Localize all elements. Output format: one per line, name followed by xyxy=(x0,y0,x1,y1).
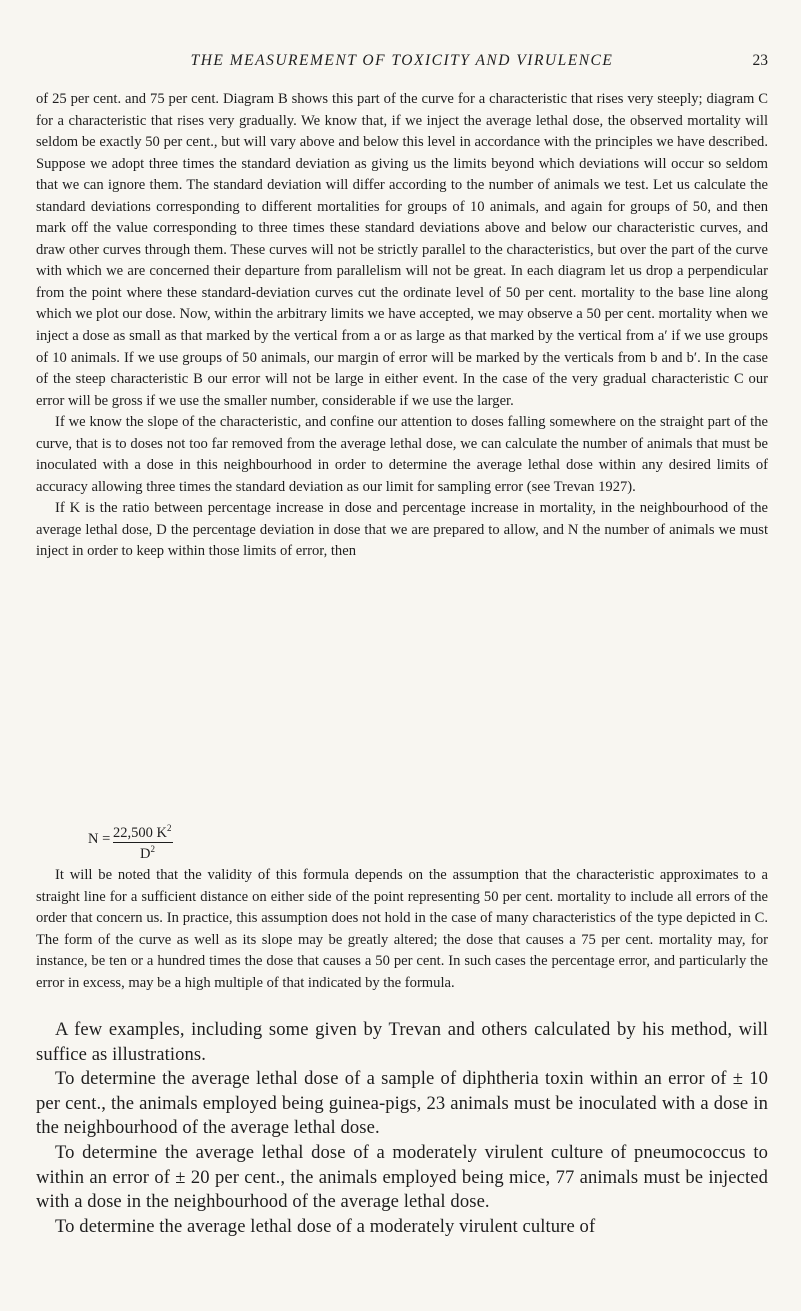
paragraph: A few examples, including some given by Trevan and others calculated by his method, will suffice as illustrations. xyxy=(36,1019,768,1065)
running-head xyxy=(36,52,768,72)
paragraph: If we know the slope of the characteristic, and confine our attention to doses falling somewhere on the straight part of the curve, that is to doses not too far removed from the average lethal dose, we can calculate the number of animals that must be inoculated with a dose in this neighbourhood in order to determine the average lethal dose within any desired limits of accuracy allowing three times the standard deviation as our limit for sampling error (see Trevan 1927). xyxy=(36,414,768,495)
paragraph: of 25 per cent. and 75 per cent. Diagram B shows this part of the curve for a characteristic that rises very steeply; diagram C for a characteristic that rises very gradually. We know that, if we inject the average lethal dose, the observed mortality will seldom be exactly 50 per cent., but will vary above and below this level in accordance with the principles we have described. Suppose we adopt three times the standard deviation as giving us the limits beyond which deviations will occur so seldom that we can ignore them. The standard deviation will differ according to the number of animals we test. Let us calculate the standard deviations corresponding to different mortalities for groups of 10 animals, and again for groups of 50, and then mark off the value corresponding to three times these standard deviations above and below our characteristic curves, and draw other curves through them. These curves will not be strictly parallel to the characteristics, but over the part of the curve with which we are concerned their departure from parallelism will not be great. In each diagram let us drop a perpendicular from the point where these standard-deviation curves cut the ordinate level of 50 per cent. mortality to the base line along which we plot our dose. Now, within the arbitrary limits we have accepted, we may observe a 50 per cent. mortality when we inject a dose as small as that marked by the vertical from a or as large as that marked by the vertical from a′ if we use groups of 10 animals. If we use groups of 50 animals, our margin of error will be marked by the verticals from b and b′. In the case of the steep characteristic B our error will not be large in either event. In the case of the very gradual characteristic C our error will be gross if we use the smaller number, considerable if we use the larger. xyxy=(36,91,768,409)
body-text-large xyxy=(36,1018,768,1239)
paragraph: If K is the ratio between percentage increase in dose and percentage increase in mortality, in the neighbourhood of the average lethal dose, D the percentage deviation in dose that we are prepared to allow, and N the number of animals we must inject in order to keep within those limits of error, then xyxy=(36,500,768,560)
formula-numerator: 22,500 $K^2$ xyxy=(113,820,173,843)
paragraph: It will be noted that the validity of this formula depends on the assumption that the characteristic approximates to a straight line for a sufficient distance on either side of the point representing 50 per cent. mortality to include all errors of the order that concern us. In practice, this assumption does not hold in the case of many characteristics of the type depicted in C. The form of the curve as well as its slope may be greatly altered; the dose that causes a 75 per cent. mortality may, for instance, be ten or a hundred times the dose that causes a 50 per cent. In such cases the percentage error, and particularly the error in excess, may be a high multiple of that indicated by the formula. xyxy=(36,867,768,991)
paragraph: To determine the average lethal dose of a sample of diphtheria toxin within an error of ± 10 per cent., the animals employed being guinea-pigs, 23 animals must be inoculated with a dose in the neighbourhood of the average lethal dose. xyxy=(36,1068,768,1139)
formula-denominator: $D^2$ xyxy=(140,844,155,862)
running-title: THE MEASUREMENT OF TOXICITY AND VIRULENCE xyxy=(190,52,614,69)
paragraph: To determine the average lethal dose of a moderately virulent culture of pneumococcus to within an error of ± 20 per cent., the animals employed being mice, 77 animals must be injected with a dose in the neighbourhood of the average lethal dose. xyxy=(36,1141,768,1213)
body-text-top xyxy=(36,89,768,563)
page-number: 23 xyxy=(752,52,768,69)
formula xyxy=(88,820,208,862)
paragraph: To determine the average lethal dose of a moderately virulent culture of xyxy=(55,1215,596,1237)
formula-lhs: N = xyxy=(88,831,111,847)
body-text-middle xyxy=(36,865,768,994)
